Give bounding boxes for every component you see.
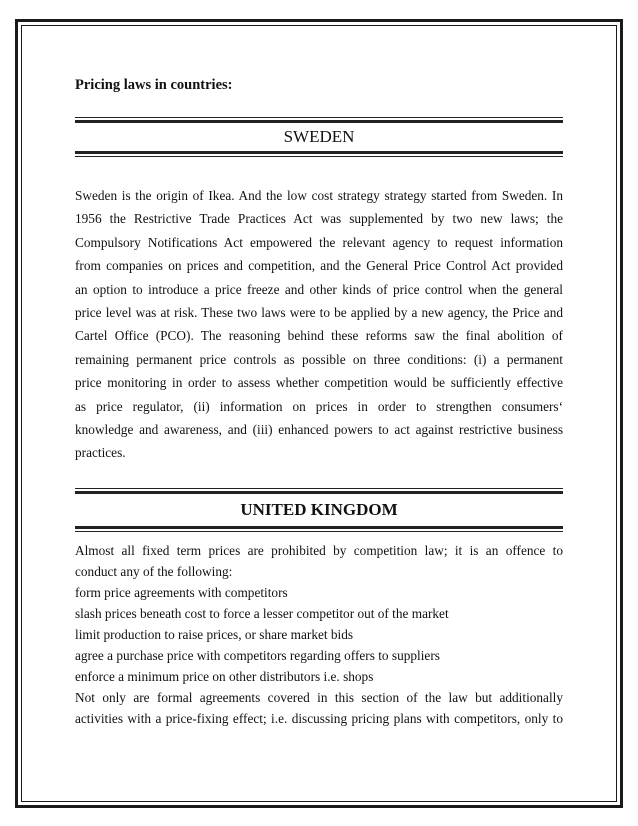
sweden-line: 1956 the Restrictive Trade Practices Act was supplemented by two new laws; the <box>75 211 563 227</box>
uk-line: enforce a minimum price on other distributors i.e. shops <box>75 669 374 684</box>
uk-line: Not only are formal agreements covered in this section of the law but additionally <box>75 690 563 705</box>
sweden-rule-bottom <box>75 151 563 157</box>
sweden-line: an option to introduce a price freeze and other kinds of price control when the general <box>75 281 563 297</box>
sweden-paragraph <box>75 184 563 465</box>
uk-paragraph <box>75 540 563 729</box>
sweden-heading: SWEDEN <box>283 127 355 146</box>
sweden-line: remaining permanent price controls as possible on three conditions: (i) a permanent <box>75 351 563 367</box>
sweden-line: Sweden is the origin of Ikea. And the low cost strategy strategy started from Sweden. In <box>75 188 563 203</box>
uk-line: conduct any of the following: <box>75 564 233 579</box>
uk-heading: UNITED KINGDOM <box>240 500 398 519</box>
sweden-line: price monitoring in order to assess whether competition would be sufficiently effective <box>75 375 563 391</box>
uk-line: slash prices beneath cost to force a lesser competitor out of the market <box>75 606 449 621</box>
uk-line: limit production to raise prices, or share market bids <box>75 627 354 642</box>
uk-rule-bottom <box>75 526 563 532</box>
uk-line: agree a purchase price with competitors regarding offers to suppliers <box>75 648 440 663</box>
sweden-heading-block <box>75 117 563 157</box>
uk-heading-block <box>75 488 563 532</box>
uk-line: Almost all fixed term prices are prohibited by competition law; it is an offence to <box>75 543 563 558</box>
sweden-line: price level was at risk. These two laws were to be applied by a new agency, the Price and <box>75 305 563 321</box>
uk-line: form price agreements with competitors <box>75 585 288 600</box>
sweden-line: Compulsory Notifications Act empowered the relevant agency to request information <box>75 234 563 250</box>
sweden-line: knowledge and awareness, and (iii) enhanced powers to act against restrictive business <box>75 422 563 438</box>
page-title: Pricing laws in countries: <box>75 77 233 93</box>
sweden-line: as price regulator, (ii) information on prices in order to strengthen consumers‘ <box>75 398 563 414</box>
uk-line: activities with a price-fixing effect; i.e. discussing pricing plans with competitors, only to <box>75 711 563 726</box>
sweden-line: from companies on prices and competition, and the General Price Control Act provided <box>75 258 563 274</box>
sweden-line: practices. <box>75 445 126 461</box>
sweden-line: Cartel Office (PCO). The reasoning behind these reforms saw the final abolition of <box>75 328 563 344</box>
